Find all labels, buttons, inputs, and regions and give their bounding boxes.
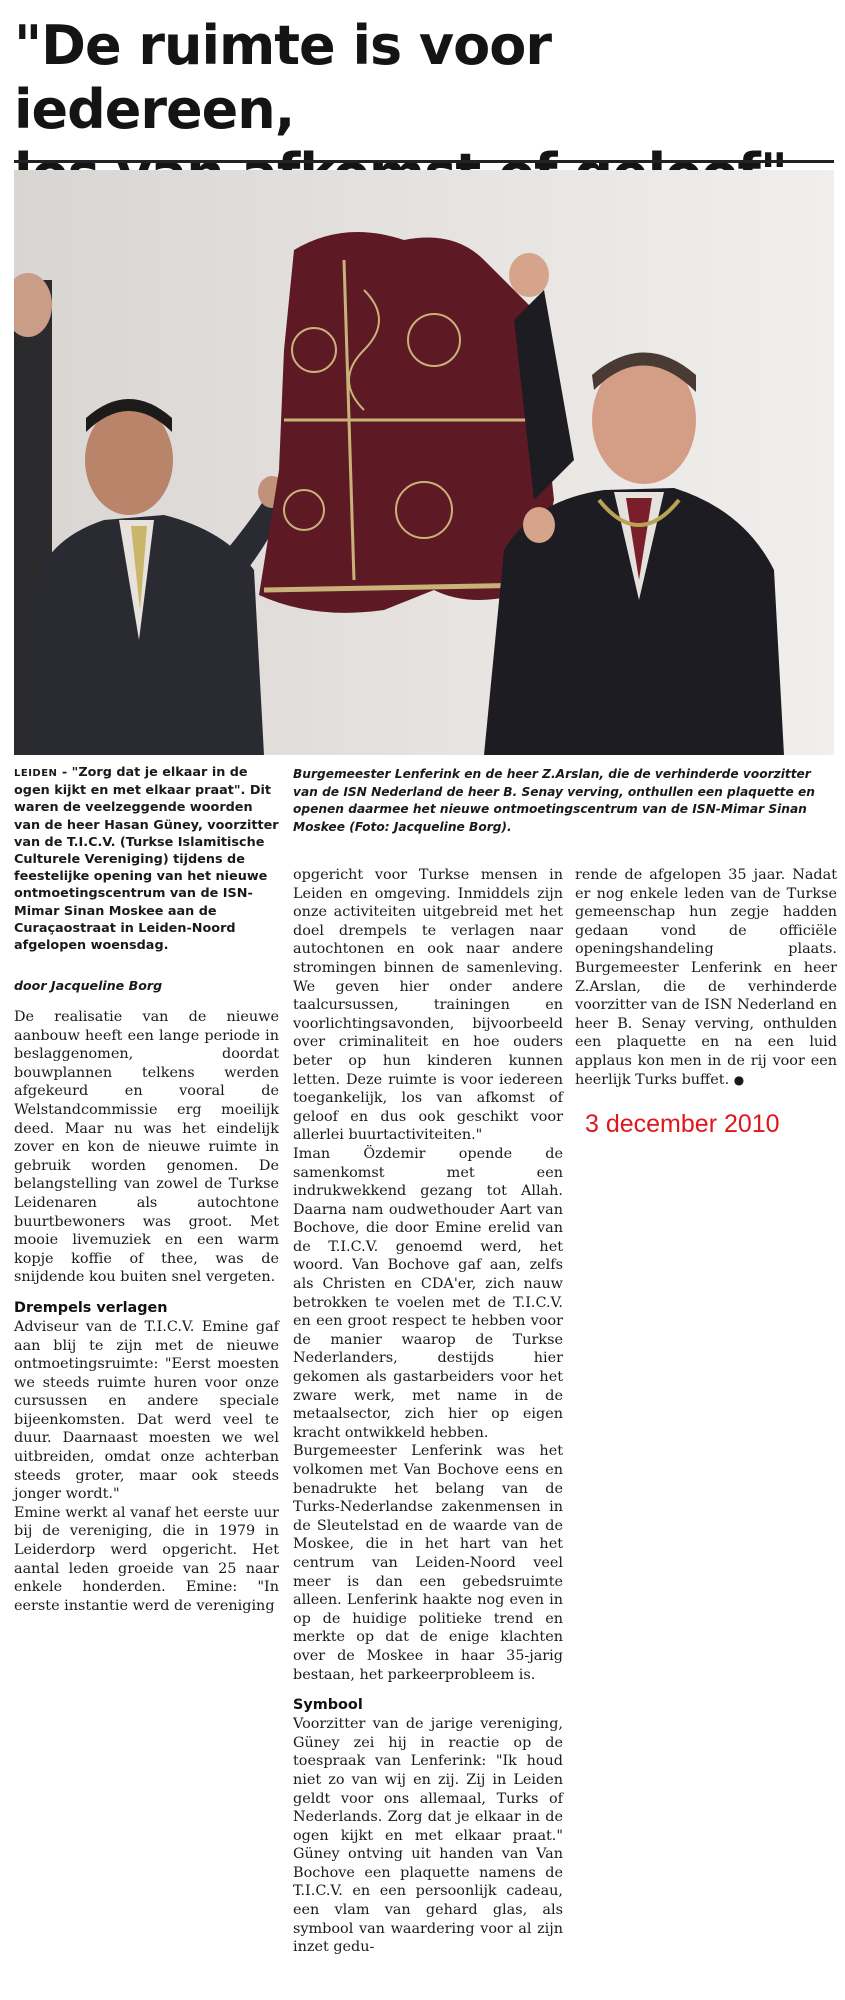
article-photo [14,170,834,755]
column-1-paragraph-1: De realisatie van de nieuwe aanbouw heeft een lange periode in beslaggenomen, doordat bouwplannen telkens werden afgekeurd en vooral de Welstandcommissie erg moeilijk deed. Maar nu was het eindelijk zover en kon de nieuwe ruimte in gebruik worden genomen. De belangstelling van zowel de Turkse Leidenaren als autochtone buurtbewoners was groot. Met mooie livemuziek en een warm kopje koffie of thee, was de snijdende kou buiten snel vergeten. [14,1009,279,1286]
subhead-drempels-verlagen: Drempels verlagen [14,1299,168,1316]
column-1-paragraph-2: Adviseur van de T.I.C.V. Emine gaf aan blij te zijn met de nieuwe ontmoetingsruimte: "Eerst moesten we steeds ruimte huren voor onze cursussen en andere speciale bijeenkomsten. Dat werd veel te duur. Daarnaast moesten we wel uitbreiden, omdat onze achterban steeds groter, maar ook steeds jonger wordt." [14,1318,279,1503]
intro-text: - "Zorg dat je elkaar in de ogen kijkt en met elkaar praat". Dit waren de veelzeggende woorden van de heer Hasan Güney, voorzitter van de T.I.C.V. (Turkse Islamitische Culturele Vereniging) tijdens de feestelijke opening van het nieuwe ontmoetingscentrum van de ISN-Mimar Sinan Moskee aan de Curaçaostraat in Leiden-Noord afgelopen woensdag. [14,765,279,954]
article-column-2 [293,866,563,1957]
dateline: LEIDEN [14,768,58,779]
headline-rule [14,160,834,163]
photo-caption: Burgemeester Lenferink en de heer Z.Arslan, die de verhinderde voorzitter van de ISN Nederland de heer B. Senay verving, onthullen een plaquette en openen daarmee het nieuwe ontmoetingscentrum van de ISN-Mimar Sinan Moskee (Foto: Jacqueline Borg). [293,767,815,834]
article-intro [14,764,279,954]
end-mark: ● [733,1072,745,1087]
article-column-1 [14,1008,279,1615]
column-2-paragraph-1: opgericht voor Turkse mensen in Leiden en omgeving. Inmiddels zijn onze activiteiten uitgebreid met het doel drempels te verlagen naar autochtonen en ook naar andere stromingen binnen de samenleving. We geven hier onder andere taalcursussen, trainingen en voorlichtingsavonden, bijvoorbeeld over criminaliteit en hoe ouders beter op hun kinderen kunnen letten. Deze ruimte is voor iedereen toegankelijk, los van afkomst of geloof en dus ook geschikt voor allerlei buurtactiviteiten." [293,867,563,1144]
column-2-paragraph-3: Burgemeester Lenferink was het volkomen met Van Bochove eens en benadrukte het belang van de Turks-Nederlandse zakenmensen in de Sleutelstad en de waarde van de Moskee, die in het hart van het centrum van Leiden-Noord veel meer is dan een gebedsruimte alleen. Lenferink haakte nog even in op de huidige politieke trend en merkte op dat de enige klachten over de Moskee in haar 35-jarig bestaan, het parkeerprobleem is. [293,1443,563,1683]
article-column-3 [575,866,837,1089]
date-stamp: 3 december 2010 [585,1110,780,1138]
column-3-paragraph-1: rende de afgelopen 35 jaar. Nadat er nog enkele leden van de Turkse gemeenschap hun zegje hadden gedaan vond de officiële openingshandeling plaats. Burgemeester Lenferink en heer Z.Arslan, die de verhinderde voorzitter van de ISN Nederland en heer B. Senay verving, onthulden een plaquette en na een luid applaus kon men in de rij voor een heerlijk Turks buffet. [575,867,837,1088]
subhead-symbool: Symbool [293,1697,363,1714]
column-1-paragraph-3: Emine werkt al vanaf het eerste uur bij de vereniging, die in 1979 in Leiderdorp werd opgericht. Het aantal leden groeide van 25 naar enkele honderden. Emine: "In eerste instantie werd de vereniging [14,1504,279,1614]
column-2-paragraph-2: Iman Özdemir opende de samenkomst met een indrukwekkend gezang tot Allah. Daarna nam oudwethouder Aart van Bochove, die door Emine erelid van de T.I.C.V. genoemd werd, het woord. Van Bochove gaf aan, zelfs als Christen en CDA'er, zich nauw betrokken te voelen met de T.I.C.V. en een groot respect te hebben voor de manier waarop de Turkse Nederlanders, destijds hier gekomen als gastarbeiders voor het zware werk, met name in de metaalsector, zich hier op eigen kracht ontwikkeld hebben. [293,1145,563,1441]
headline-line-1: "De ruimte is voor iedereen, [14,14,551,141]
byline: door Jacqueline Borg [14,978,163,993]
column-2-paragraph-4: Voorzitter van de jarige vereniging, Güney zei hij in reactie op de toespraak van Lenferink: "Ik houd niet zo van wij en zij. Zij in Leiden geldt voor ons allemaal, Turks of Nederlands. Zorg dat je elkaar in de ogen kijkt en met elkaar praat." Güney ontving uit handen van Van Bochove een plaquette namens de T.I.C.V. en een persoonlijk cadeau, een vlam van gehard glas, als symbool van waardering voor al zijn inzet gedu- [293,1716,563,1956]
